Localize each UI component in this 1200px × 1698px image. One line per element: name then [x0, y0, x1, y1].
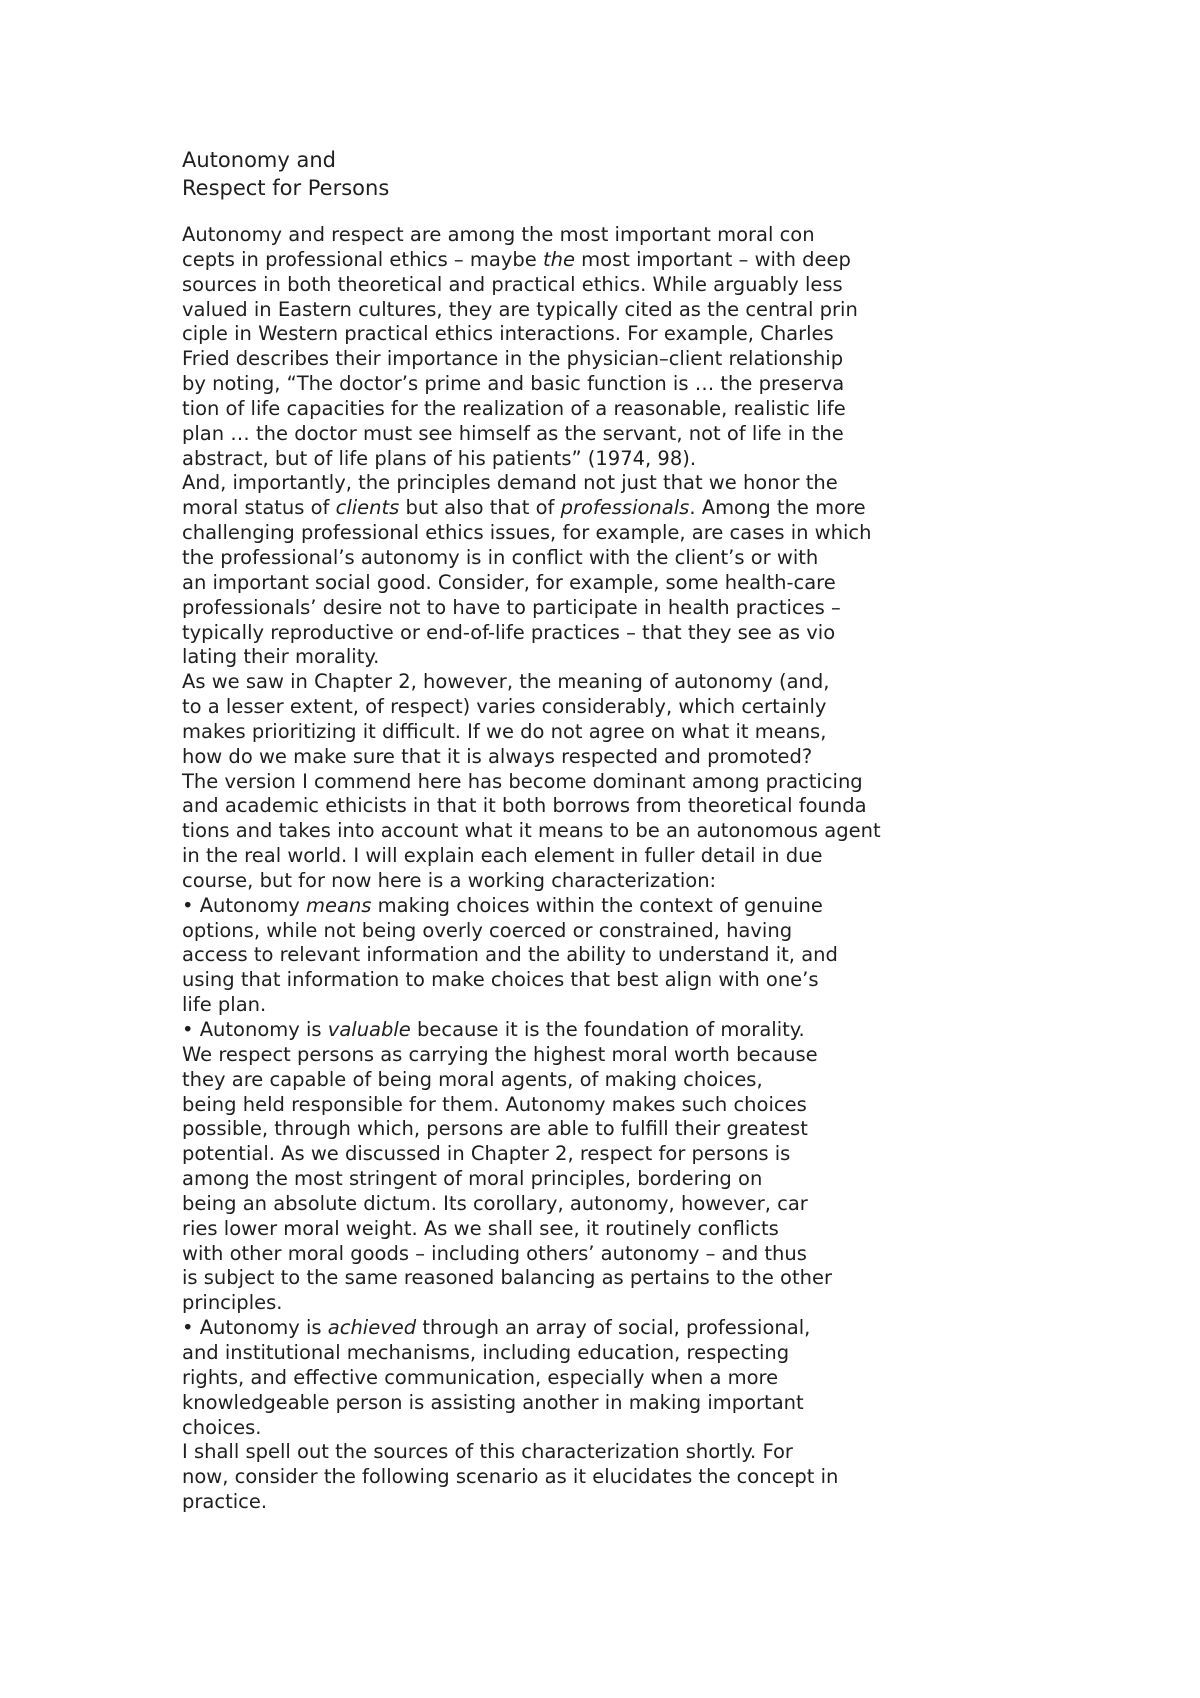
- text-line: professionals’ desire not to have to participate in health practices –: [182, 595, 841, 619]
- text-line: typically reproductive or end-of-life practices – that they see as vio: [182, 620, 836, 644]
- emphasis: clients: [335, 496, 400, 520]
- text-line: possible, through which, persons are able to fulfill their greatest: [182, 1117, 808, 1141]
- document-content: [182, 146, 962, 1515]
- text-line: Fried describes their importance in the physician–client relationship: [182, 347, 844, 371]
- emphasis: the: [542, 247, 575, 271]
- text-line: options, while not being overly coerced or constrained, having: [182, 918, 793, 942]
- text-line: by noting, “The doctor’s prime and basic function is … the preserva: [182, 372, 845, 396]
- text-line: • Autonomy is achieved through an array of social, professional,: [182, 1316, 811, 1340]
- text-line: an important social good. Consider, for example, some health-care: [182, 570, 836, 594]
- emphasis: achieved: [327, 1316, 417, 1340]
- text-line: how do we make sure that it is always respected and promoted?: [182, 744, 813, 768]
- text-line: plan … the doctor must see himself as the servant, not of life in the: [182, 421, 844, 445]
- text-line: ries lower moral weight. As we shall see, it routinely conflicts: [182, 1216, 779, 1240]
- text-line: tions and takes into account what it means to be an autonomous agent: [182, 819, 881, 843]
- emphasis: valuable: [327, 1018, 411, 1041]
- text-line: choices.: [182, 1415, 262, 1439]
- text-line: Autonomy and respect are among the most important moral con: [182, 223, 815, 246]
- text-line: makes prioritizing it difficult. If we do not agree on what it means,: [182, 719, 827, 743]
- emphasis: means: [306, 893, 372, 917]
- text-line: tion of life capacities for the realization of a reasonable, realistic life: [182, 396, 846, 420]
- text-line: ciple in Western practical ethics interactions. For example, Charles: [182, 322, 834, 346]
- emphasis: professionals: [560, 496, 690, 520]
- text-line: now, consider the following scenario as it elucidates the concept in: [182, 1465, 839, 1489]
- text-line: The version I commend here has become dominant among practicing: [182, 769, 863, 793]
- text-line: is subject to the same reasoned balancing as pertains to the other: [182, 1266, 832, 1290]
- body-text: [182, 223, 962, 1515]
- text-line: As we saw in Chapter 2, however, the meaning of autonomy (and,: [182, 670, 830, 694]
- text-line: life plan.: [182, 993, 267, 1017]
- text-line: • Autonomy is valuable because it is the foundation of morality.: [182, 1018, 805, 1041]
- text-line: cepts in professional ethics – maybe the most important – with deep: [182, 247, 851, 271]
- document-title: [182, 146, 962, 202]
- text-line: I shall spell out the sources of this characterization shortly. For: [182, 1440, 793, 1464]
- text-line: among the most stringent of moral principles, bordering on: [182, 1167, 763, 1191]
- text-line: access to relevant information and the ability to understand it, and: [182, 943, 838, 967]
- text-line: sources in both theoretical and practical ethics. While arguably less: [182, 272, 843, 296]
- text-line: and academic ethicists in that it both borrows from theoretical founda: [182, 794, 867, 818]
- text-line: lating their morality.: [182, 645, 380, 669]
- text-line: with other moral goods – including others’ autonomy – and thus: [182, 1241, 807, 1265]
- text-line: And, importantly, the principles demand not just that we honor the: [182, 471, 838, 495]
- title-line: Respect for Persons: [182, 176, 390, 200]
- text-line: valued in Eastern cultures, they are typically cited as the central prin: [182, 297, 858, 321]
- text-line: challenging professional ethics issues, for example, are cases in which: [182, 521, 872, 545]
- title-line: Autonomy and: [182, 148, 336, 172]
- text-line: in the real world. I will explain each element in fuller detail in due: [182, 844, 823, 868]
- text-line: and institutional mechanisms, including education, respecting: [182, 1340, 790, 1364]
- text-line: to a lesser extent, of respect) varies considerably, which certainly: [182, 695, 827, 719]
- text-line: abstract, but of life plans of his patients” (1974, 98).: [182, 446, 697, 470]
- text-line: the professional’s autonomy is in conflict with the client’s or with: [182, 545, 819, 569]
- text-line: practice.: [182, 1490, 268, 1514]
- text-line: they are capable of being moral agents, of making choices,: [182, 1067, 763, 1091]
- text-line: being an absolute dictum. Its corollary, autonomy, however, car: [182, 1191, 808, 1215]
- text-line: principles.: [182, 1291, 283, 1315]
- text-line: course, but for now here is a working characterization:: [182, 868, 717, 892]
- text-line: being held responsible for them. Autonomy makes such choices: [182, 1092, 807, 1116]
- text-line: We respect persons as carrying the highest moral worth because: [182, 1042, 818, 1066]
- text-line: knowledgeable person is assisting another in making important: [182, 1390, 804, 1414]
- text-line: • Autonomy means making choices within the context of genuine: [182, 893, 823, 917]
- text-line: moral status of clients but also that of professionals. Among the more: [182, 496, 866, 520]
- text-line: potential. As we discussed in Chapter 2, respect for persons is: [182, 1142, 791, 1166]
- text-line: using that information to make choices that best align with one’s: [182, 968, 819, 992]
- text-line: rights, and effective communication, especially when a more: [182, 1365, 779, 1389]
